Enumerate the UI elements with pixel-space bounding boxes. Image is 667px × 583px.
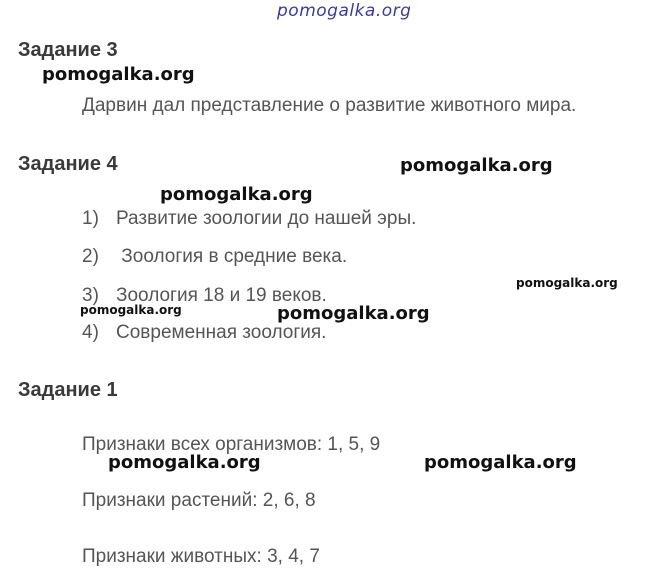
item-text: Зоология в средние века. [116,246,348,267]
watermark: pomogalka.org [160,184,313,205]
watermark: pomogalka.org [400,155,553,176]
watermark: pomogalka.org [424,452,577,473]
watermark: pomogalka.org [108,452,261,473]
watermark-top[interactable]: pomogalka.org [277,1,412,21]
task1-line: Признаки животных: 3, 4, 7 [82,546,320,567]
item-number: 2) [82,246,99,267]
task1-line: Признаки растений: 2, 6, 8 [82,490,316,511]
task3-answer: Дарвин дал представление о развитие животного мира. [82,95,577,116]
task4-item [82,322,326,344]
task4-heading: Задание 4 [18,153,118,175]
item-text: Зоология 18 и 19 веков. [116,285,327,306]
watermark: pomogalka.org [516,276,618,290]
item-text: Развитие зоологии до нашей эры. [116,208,417,229]
watermark: pomogalka.org [42,64,195,85]
item-number: 4) [82,322,99,343]
task1-line: Признаки всех организмов: 1, 5, 9 [82,434,381,455]
task3-heading: Задание 3 [18,39,118,61]
watermark: pomogalka.org [277,303,430,324]
item-number: 1) [82,208,99,229]
item-number: 3) [82,285,99,306]
item-text: Современная зоология. [116,322,327,343]
task4-item [82,246,347,268]
task4-item [82,208,416,230]
task1-heading: Задание 1 [18,379,118,401]
watermark: pomogalka.org [80,303,182,317]
